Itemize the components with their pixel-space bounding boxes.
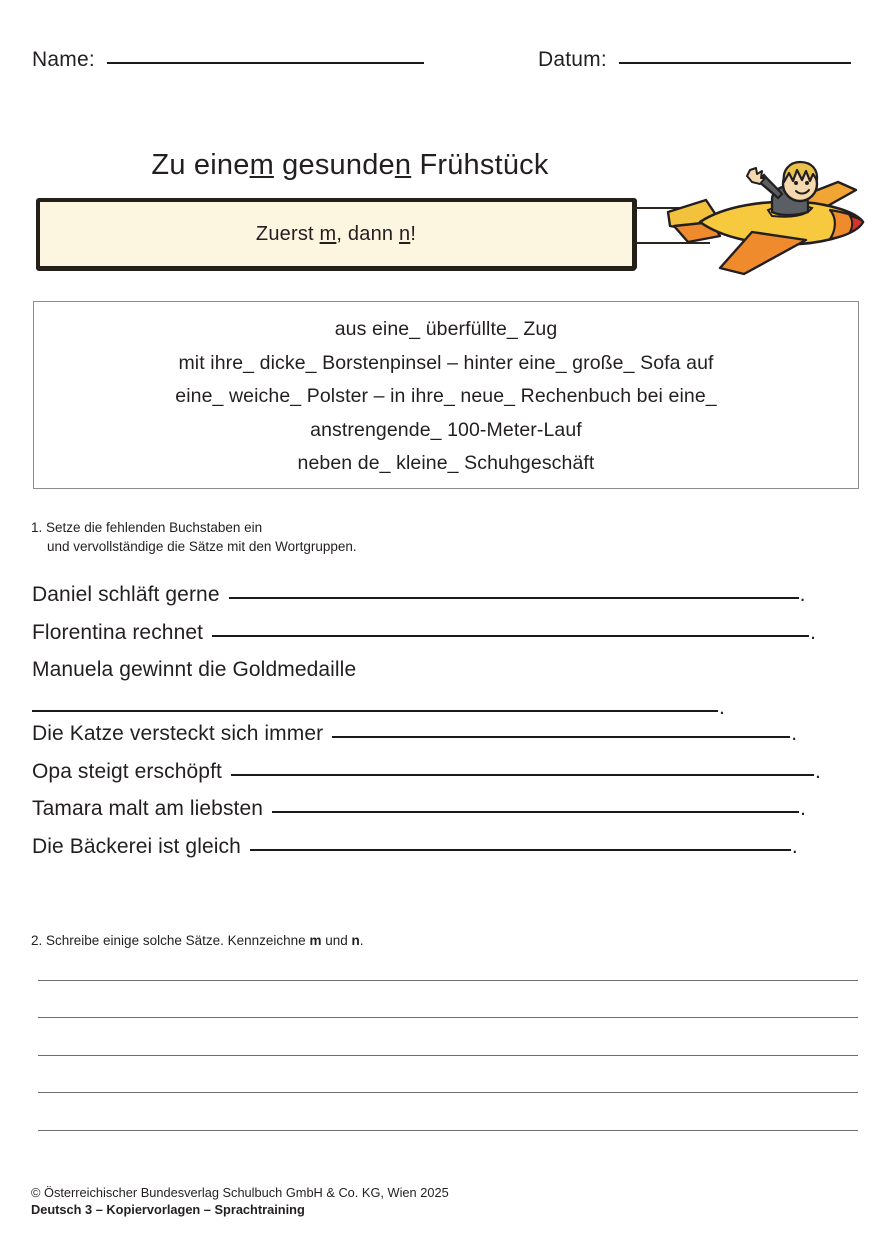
sentence-list	[32, 583, 858, 872]
date-field[interactable]	[538, 48, 851, 72]
sentence-answer-line[interactable]	[212, 635, 809, 637]
sentence-answer-line[interactable]	[332, 736, 790, 738]
sentence-answer-line[interactable]	[229, 597, 799, 599]
date-write-line[interactable]	[619, 62, 851, 64]
sentence-row	[32, 583, 858, 621]
rule-banner	[36, 198, 636, 270]
word-bank-line: neben de_ kleine_ Schuhgeschäft	[297, 452, 595, 474]
airplane-icon	[660, 160, 875, 290]
banner-underlined-n: n	[398, 222, 411, 245]
rule-banner-text	[256, 223, 416, 246]
title-part-1: Zu eine	[151, 149, 250, 182]
banner-illustration-zone	[0, 160, 890, 295]
task-2-instruction-part-3: .	[359, 933, 364, 948]
sentence-text: Die Katze versteckt sich immer	[32, 722, 324, 745]
writing-line[interactable]	[38, 1092, 858, 1093]
word-bank-line: eine_ weiche_ Polster – in ihre_ neue_ Rechenbuch bei eine_	[175, 385, 717, 407]
name-write-line[interactable]	[107, 62, 424, 64]
sentence-period: .	[791, 722, 798, 745]
title-underlined-m: m	[249, 149, 274, 182]
task-2-bold-m: m	[309, 933, 322, 948]
sentence-period: .	[800, 797, 806, 820]
word-bank-line: mit ihre_ dicke_ Borstenpinsel – hinter eine_ große_ Sofa auf	[178, 351, 714, 374]
task-2-instruction-part-1: 2. Schreibe einige solche Sätze. Kennzeichne	[31, 933, 310, 948]
writing-line[interactable]	[38, 1130, 858, 1131]
sentence-answer-wrap	[32, 682, 858, 722]
sentence-answer-line[interactable]	[272, 811, 799, 813]
sentence-answer-line[interactable]	[231, 774, 814, 776]
task-1-instruction-line-2: und vervollständige die Sätze mit den Wortgruppen.	[47, 539, 357, 554]
sentence-row	[32, 658, 858, 722]
word-bank-line: aus eine_ überfüllte_ Zug	[334, 318, 558, 340]
sentence-period: .	[810, 620, 816, 644]
sentence-period: .	[719, 696, 725, 719]
header-fields	[32, 48, 858, 82]
title-part-2: gesunde	[273, 149, 395, 182]
sentence-row	[32, 797, 858, 835]
sentence-text: Manuela gewinnt die Goldmedaille	[32, 658, 357, 681]
sentence-answer-line[interactable]	[250, 849, 791, 851]
sentence-answer-line[interactable]	[32, 710, 718, 712]
sentence-text: Die Bäckerei ist gleich	[32, 834, 241, 858]
sentence-row	[32, 835, 858, 873]
banner-part-2: , dann	[336, 222, 399, 245]
sentence-period: .	[814, 759, 821, 783]
word-bank-line: anstrengende_ 100-Meter-Lauf	[310, 418, 582, 441]
banner-part-1: Zuerst	[255, 222, 320, 245]
writing-line[interactable]	[38, 1055, 858, 1056]
sentence-row	[32, 760, 858, 798]
task-1-instruction-line-1: 1. Setze die fehlenden Buchstaben ein	[31, 520, 263, 535]
sentence-text: Daniel schläft gerne	[32, 583, 220, 606]
footer-series-title: Deutsch 3 – Kopiervorlagen – Sprachtraining	[31, 1202, 305, 1217]
sentence-period: .	[799, 583, 806, 606]
task-2-instruction-part-2: und	[321, 933, 352, 948]
title-underlined-n: n	[394, 149, 412, 182]
sentence-text: Florentina rechnet	[32, 620, 204, 644]
banner-underlined-m: m	[319, 222, 337, 245]
sentence-text: Opa steigt erschöpft	[32, 759, 222, 783]
name-field[interactable]	[32, 48, 424, 72]
writing-lines	[38, 980, 858, 1167]
writing-line[interactable]	[38, 980, 858, 981]
sentence-row	[32, 621, 858, 659]
name-label: Name:	[32, 48, 95, 71]
sentence-row	[32, 722, 858, 760]
footer-copyright: © Österreichischer Bundesverlag Schulbuch GmbH & Co. KG, Wien 2025	[31, 1185, 449, 1200]
task-1-instruction	[31, 518, 357, 556]
sentence-text: Tamara malt am liebsten	[32, 797, 264, 820]
sentence-period: .	[791, 834, 798, 858]
task-2-bold-n: n	[351, 933, 360, 948]
banner-part-3: !	[410, 222, 417, 245]
writing-line[interactable]	[38, 1017, 858, 1018]
word-bank-box	[33, 301, 859, 489]
date-label: Datum:	[538, 48, 607, 71]
title-part-3: Frühstück	[411, 149, 549, 182]
footer	[31, 1184, 731, 1218]
task-2-instruction	[31, 931, 364, 950]
